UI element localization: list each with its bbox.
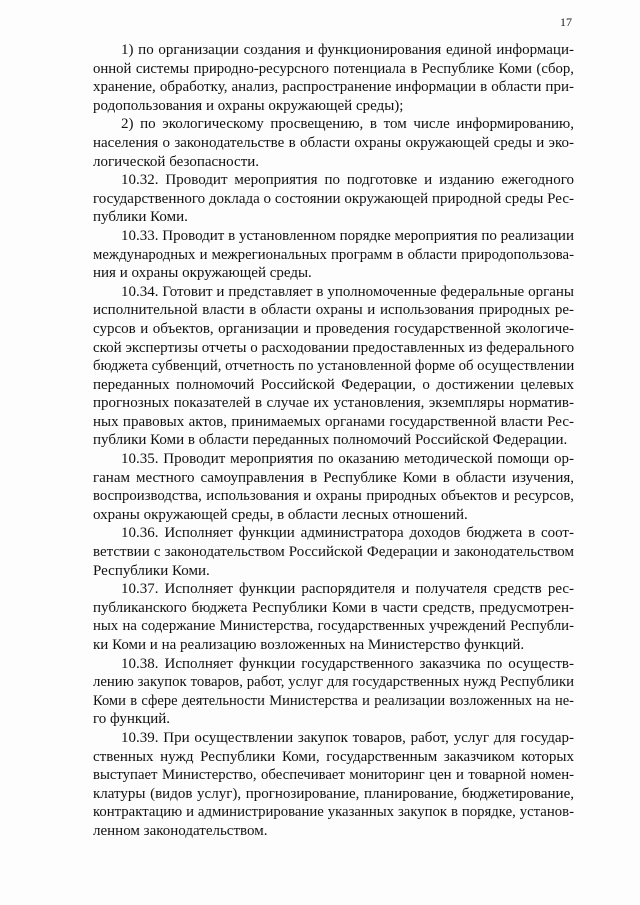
text-line: лению закупок товаров, работ, услуг для государственных нужд Республики (93, 674, 574, 691)
text-line: ветствии с законодательством Российской Федерации и законодательством (93, 544, 574, 561)
text-line: го функций. (93, 711, 171, 728)
text-line: ных на содержание Министерства, государственных учреждений Республи- (93, 618, 574, 635)
text-line: контрактацию и администрирование указанных закупок в порядке, установ- (93, 804, 574, 821)
text-line: 10.34. Готовит и представляет в уполномоченные федеральные органы (121, 283, 574, 300)
text-line: государственного доклада о состоянии окружающей природной среды Рес- (93, 190, 574, 207)
text-line: бюджета субвенций, отчетность по установленной форме об осуществлении (93, 358, 575, 375)
text-line: публиканского бюджета Республики Коми в части средств, предусмотрен- (93, 599, 574, 616)
page-number: 17 (560, 15, 572, 29)
text-line: переданных полномочий Российской Федерации, о достижении целевых (93, 376, 574, 393)
text-line: населения о законодательстве в области охраны окружающей среды и эко- (93, 134, 574, 151)
text-line: онной системы природно-ресурсного потенциала в Республике Коми (сбор, (93, 60, 574, 77)
text-line: 2) по экологическому просвещению, в том числе информированию, (121, 116, 574, 133)
text-line: международных и межрегиональных программ в области природопользова- (93, 246, 574, 263)
text-line: 10.35. Проводит мероприятия по оказанию методической помощи ор- (121, 451, 574, 468)
text-line: выступает Министерство, обеспечивает мониторинг цен и товарной номен- (93, 767, 574, 784)
text-line: публики Коми в области переданных полномочий Российской Федерации. (93, 432, 568, 449)
text-line: охраны окружающей среды, в области лесных отношений. (93, 506, 468, 523)
text-line: 10.39. При осуществлении закупок товаров, работ, услуг для государ- (121, 729, 574, 746)
text-line: хранение, обработку, анализ, распространение информации в области при- (93, 79, 574, 96)
text-line: 10.37. Исполняет функции распорядителя и получателя средств рес- (121, 581, 574, 598)
text-line: Республики Коми. (93, 562, 210, 579)
text-line: сурсов и объектов, организации и проведения государственной экологиче- (93, 320, 574, 337)
text-line: Коми в сфере деятельности Министерства и реализации возложенных на не- (93, 692, 574, 709)
text-line: ганам местного самоуправления в Республике Коми в области изучения, (93, 469, 574, 486)
text-line: исполнительной власти в области охраны и использования природных ре- (93, 302, 574, 319)
text-line: логической безопасности. (93, 153, 260, 170)
text-line: ственных нужд Республики Коми, государственным заказчиком которых (93, 748, 574, 765)
text-line: ки Коми и на реализацию возложенных на Министерство функций. (93, 637, 525, 653)
text-line: публики Коми. (93, 209, 188, 226)
document-body (93, 41, 574, 841)
text-line: 1) по организации создания и функционирования единой информаци- (121, 42, 574, 58)
text-line: 10.36. Исполняет функции администратора доходов бюджета в соот- (121, 525, 574, 542)
text-line: родопользования и охраны окружающей среды); (93, 97, 404, 114)
text-line: 10.33. Проводит в установленном порядке мероприятия по реализации (121, 227, 574, 244)
text-line: клатуры (видов услуг), прогнозирование, планирование, бюджетирование, (93, 785, 574, 802)
text-line: ных правовых актов, принимаемых органами государственной власти Рес- (93, 413, 574, 430)
text-line: ской экспертизы отчеты о расходовании предоставленных из федерального (93, 339, 575, 356)
text-line: ния и охраны окружающей среды. (93, 265, 312, 282)
text-line: прогнозных показателей в случае их установления, экземпляры норматив- (93, 395, 574, 412)
text-line: ленном законодательством. (93, 822, 268, 839)
text-line: 10.38. Исполняет функции государственного заказчика по осуществ- (121, 655, 574, 672)
text-line: воспроизводства, использования и охраны природных объектов и ресурсов, (93, 488, 574, 505)
text-line: 10.32. Проводит мероприятия по подготовке и изданию ежегодного (121, 172, 574, 189)
